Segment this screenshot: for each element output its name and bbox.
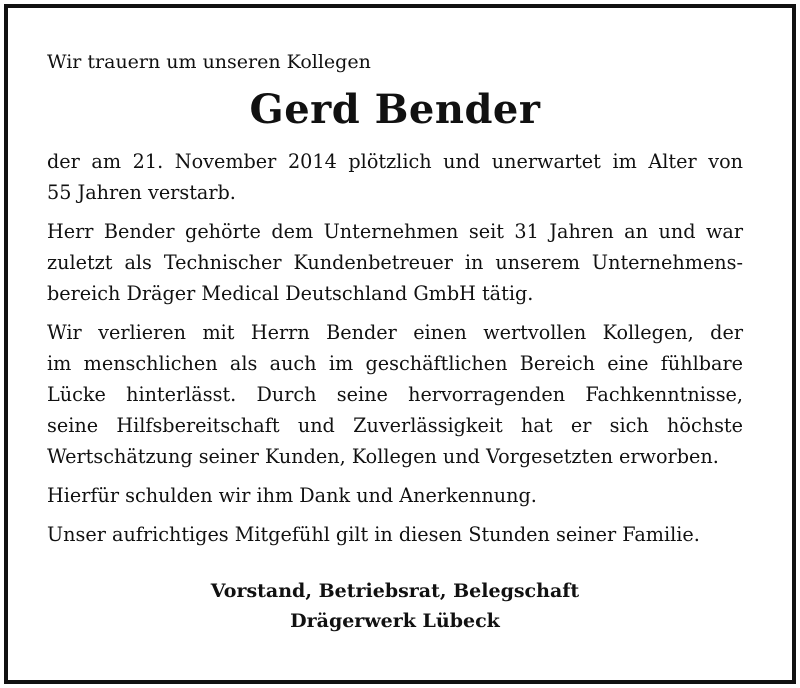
paragraph-career xyxy=(47,216,743,309)
obituary-notice xyxy=(47,40,743,636)
text-line: Wertschätzung seiner Kunden, Kollegen und Vorgesetzten erworben. xyxy=(47,445,719,468)
signature-line-2: Drägerwerk Lübeck xyxy=(290,610,500,632)
paragraph-condolence xyxy=(47,519,743,550)
text-line: Wir verlieren mit Herrn Bender einen wertvollen Kollegen, der xyxy=(47,321,743,344)
text-line: Hierfür schulden wir ihm Dank und Anerkennung. xyxy=(47,484,537,507)
text-line: Lücke hinterlässt. Durch seine hervorragenden Fachkenntnisse, xyxy=(47,383,743,406)
text-line: Unser aufrichtiges Mitgefühl gilt in diesen Stunden seiner Familie. xyxy=(47,523,700,546)
intro-line: Wir trauern um unseren Kollegen xyxy=(47,51,371,73)
text-line: seine Hilfsbereitschaft und Zuverlässigkeit hat er sich höchste xyxy=(47,414,743,437)
paragraph-thanks xyxy=(47,480,743,511)
text-line: Herr Bender gehörte dem Unternehmen seit 31 Jahren an und war xyxy=(47,220,743,243)
text-line: zuletzt als Technischer Kundenbetreuer in unserem Unternehmens- xyxy=(47,251,743,274)
paragraph-tribute xyxy=(47,317,743,472)
text-line: im menschlichen als auch im geschäftlichen Bereich eine fühlbare xyxy=(47,352,743,375)
signature-block xyxy=(47,576,743,636)
text-line: bereich Dräger Medical Deutschland GmbH tätig. xyxy=(47,282,534,305)
deceased-name: Gerd Bender xyxy=(249,86,541,133)
signature-line-1: Vorstand, Betriebsrat, Belegschaft xyxy=(210,580,580,602)
text-line: der am 21. November 2014 plötzlich und unerwartet im Alter von xyxy=(47,150,743,173)
text-line: 55 Jahren verstarb. xyxy=(47,181,236,204)
paragraph-death-date xyxy=(47,146,743,208)
